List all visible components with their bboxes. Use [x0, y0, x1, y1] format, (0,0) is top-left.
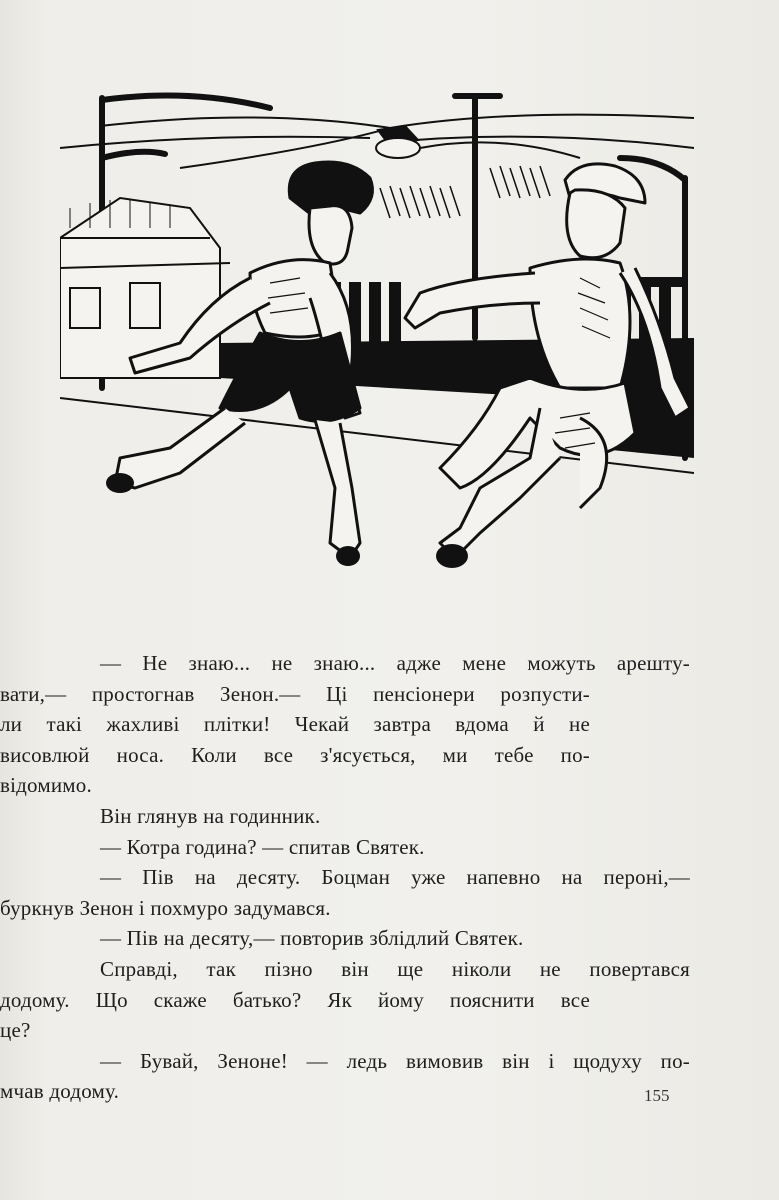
paragraph-3	[100, 832, 690, 863]
text-line: це?	[0, 1018, 31, 1043]
page-number: 155	[644, 1086, 670, 1105]
text-line: Він глянув на годинник.	[100, 803, 321, 828]
text-line: відомимо.	[0, 773, 92, 798]
paragraph-5	[100, 923, 690, 954]
text-line: вати,— простогнав Зенон.— Ці пенсіонери розпусти-	[0, 681, 590, 706]
text-line: додому. Що скаже батько? Як йому пояснити все	[0, 987, 590, 1012]
paragraph-4	[0, 862, 690, 923]
two-boys-running-street-illustration	[60, 88, 694, 618]
paragraph-1	[0, 648, 690, 801]
text-line: Справді, так пізно він ще ніколи не повертався	[100, 956, 690, 981]
illustration	[60, 88, 694, 618]
text-line: мчав додому.	[0, 1079, 120, 1104]
body-text	[0, 648, 690, 1107]
text-line: буркнув Зенон і похмуро задумався.	[0, 895, 331, 920]
paragraph-2	[100, 801, 690, 832]
text-line: ли такі жахливі плітки! Чекай завтра вдома й не	[0, 712, 590, 737]
text-line: — Пів на десяту,— повторив зблідлий Святек.	[100, 926, 524, 951]
paragraph-6	[0, 954, 690, 1046]
text-line: — Пів на десяту. Боцман уже напевно на пероні,—	[100, 865, 690, 890]
text-line: — Бувай, Зеноне! — ледь вимовив він і щодуху по-	[100, 1048, 690, 1073]
text-line: висовлюй носа. Коли все з'ясується, ми тебе по-	[0, 742, 590, 767]
text-line: — Котра година? — спитав Святек.	[100, 834, 425, 859]
paragraph-7	[0, 1046, 690, 1107]
text-line: — Не знаю... не знаю... адже мене можуть арешту-	[100, 651, 690, 675]
